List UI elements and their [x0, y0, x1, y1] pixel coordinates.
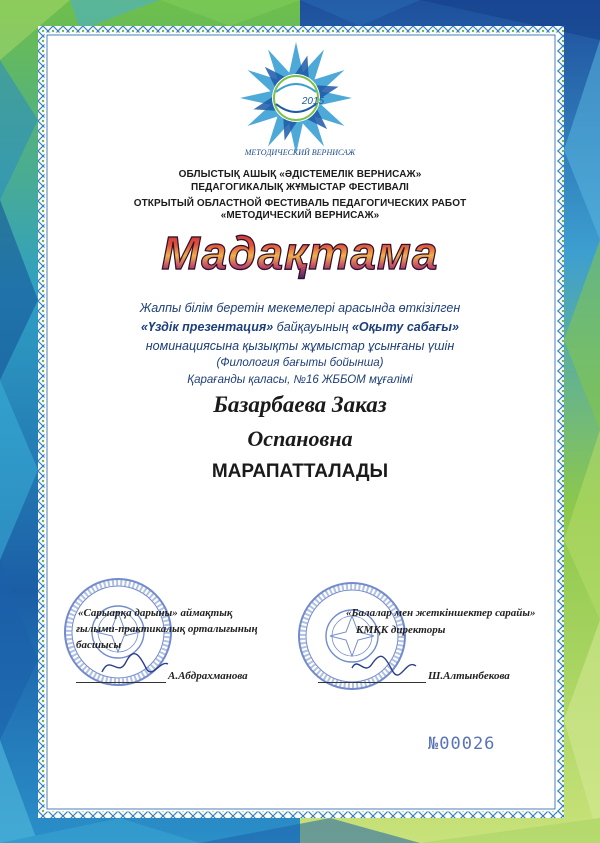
award-text: МАРАПАТТАЛАДЫ: [211, 461, 389, 482]
left-signature-line: [76, 682, 166, 683]
recipient-patronymic: Оспановна: [247, 426, 353, 451]
serial-number: №00026: [428, 734, 496, 754]
body-line-4: (Филология бағыты бойынша): [216, 357, 384, 369]
logo-year: 2015: [301, 96, 325, 107]
body-line-1: Жалпы білім беретін мекемелері арасында өткізілген: [139, 301, 461, 315]
body-line-3: номинациясына қызықты жұмыстар ұсынғаны үшін: [145, 339, 455, 353]
right-signer-title-1: «Балалар мен жеткіншектер сарайы»: [346, 607, 536, 619]
recipient-name: Базарбаева Заказ: [213, 392, 387, 417]
body-line-2-middle: байқауының: [273, 320, 352, 334]
left-signer-title-1: «Сарыарқа дарыны» аймақтық: [78, 607, 233, 619]
organizer-line-1: ОБЛЫСТЫҚ АШЫҚ «ӘДІСТЕМЕЛІК ВЕРНИСАЖ»: [178, 169, 422, 180]
nomination-name: «Оқыту сабағы»: [351, 320, 459, 334]
certificate-title: Мадақтама: [90, 226, 510, 280]
organizer-line-2: ПЕДАГОГИКАЛЫҚ ЖҰМЫСТАР ФЕСТИВАЛІ: [191, 182, 409, 193]
contest-name: «Үздік презентация»: [141, 320, 274, 334]
body-line-5: Қарағанды қаласы, №16 ЖББОМ мұғалімі: [187, 374, 413, 386]
right-handwritten-signature: [350, 650, 420, 680]
right-signature-line: [318, 682, 426, 683]
right-signer-title-2: КМҚК директоры: [356, 624, 446, 636]
organizer-line-4: «МЕТОДИЧЕСКИЙ ВЕРНИСАЖ»: [220, 210, 380, 221]
left-signer-name: А.Абдрахманова: [168, 670, 248, 682]
logo-caption: МЕТОДИЧЕСКИЙ ВЕРНИСАЖ: [244, 148, 356, 157]
methodical-vernissage-logo: [236, 40, 356, 158]
left-signer-title-2: ғылыми-практикалық орталығының: [76, 623, 258, 635]
body-line-2: [60, 320, 540, 334]
organizer-line-3: ОТКРЫТЫЙ ОБЛАСТНОЙ ФЕСТИВАЛЬ ПЕДАГОГИЧЕСКИХ РАБОТ: [133, 198, 467, 209]
left-handwritten-signature: [100, 650, 170, 680]
right-signer-name: Ш.Алтынбекова: [428, 670, 510, 682]
left-signer-title-3: басшысы: [76, 639, 122, 651]
